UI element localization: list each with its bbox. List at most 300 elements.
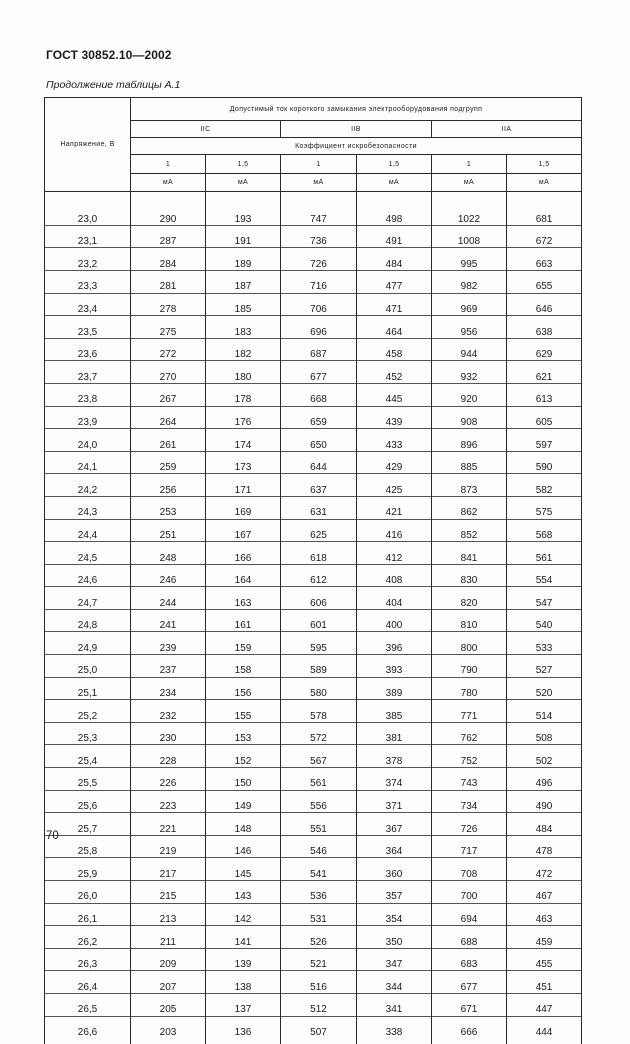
current-cell: 706 (281, 293, 357, 316)
current-cell: 149 (206, 790, 281, 813)
current-cell: 429 (357, 452, 432, 475)
current-cell: 223 (131, 790, 206, 813)
coefficient-value: 1 (281, 155, 357, 174)
current-cell: 606 (281, 587, 357, 610)
standard-title: ГОСТ 30852.10—2002 (46, 48, 172, 62)
current-cell: 290 (131, 203, 206, 226)
voltage-cell: 24,4 (45, 519, 131, 542)
table-row (45, 565, 582, 588)
current-cell: 232 (131, 700, 206, 723)
subgroup-header: IIC (131, 121, 281, 138)
current-cell: 484 (507, 813, 582, 836)
voltage-cell: 23,3 (45, 271, 131, 294)
table-row (45, 700, 582, 723)
voltage-cell: 23,9 (45, 406, 131, 429)
current-cell: 230 (131, 723, 206, 746)
current-cell: 180 (206, 361, 281, 384)
unit-label: мА (206, 174, 281, 192)
current-cell: 152 (206, 745, 281, 768)
unit-label: мА (507, 174, 582, 192)
current-cell: 217 (131, 858, 206, 881)
current-cell: 234 (131, 677, 206, 700)
current-cell: 156 (206, 677, 281, 700)
current-cell: 613 (507, 384, 582, 407)
current-cell: 211 (131, 926, 206, 949)
current-cell: 575 (507, 497, 582, 520)
current-cell: 638 (507, 316, 582, 339)
current-cell: 444 (507, 1016, 582, 1039)
current-cell: 561 (281, 768, 357, 791)
current-cell: 178 (206, 384, 281, 407)
voltage-cell: 23,5 (45, 316, 131, 339)
current-cell: 830 (432, 565, 507, 588)
current-cell: 694 (432, 903, 507, 926)
current-cell: 663 (507, 248, 582, 271)
voltage-cell: 24,6 (45, 565, 131, 588)
current-cell: 367 (357, 813, 432, 836)
table-row (45, 881, 582, 904)
current-cell: 477 (357, 271, 432, 294)
current-cell: 439 (357, 406, 432, 429)
voltage-cell: 26,2 (45, 926, 131, 949)
current-cell: 169 (206, 497, 281, 520)
voltage-cell: 25,3 (45, 723, 131, 746)
current-cell: 521 (281, 949, 357, 972)
current-cell: 185 (206, 293, 281, 316)
table-caption: Продолжение таблицы А.1 (46, 79, 180, 91)
current-cell: 270 (131, 361, 206, 384)
current-cell: 507 (281, 1016, 357, 1039)
current-cell: 421 (357, 497, 432, 520)
current-cell: 153 (206, 723, 281, 746)
table-row (45, 316, 582, 339)
table-row (45, 632, 582, 655)
current-cell: 161 (206, 610, 281, 633)
current-cell: 371 (357, 790, 432, 813)
current-cell: 580 (281, 677, 357, 700)
current-cell: 166 (206, 542, 281, 565)
current-cell: 459 (507, 926, 582, 949)
coefficient-value: 1,5 (206, 155, 281, 174)
current-cell: 554 (507, 565, 582, 588)
current-cell: 520 (507, 677, 582, 700)
table-row (45, 610, 582, 633)
current-cell: 629 (507, 339, 582, 362)
current-cell: 228 (131, 745, 206, 768)
table-row (45, 384, 582, 407)
current-cell: 146 (206, 836, 281, 859)
current-cell: 885 (432, 452, 507, 475)
current-cell: 726 (281, 248, 357, 271)
current-cell: 141 (206, 926, 281, 949)
voltage-cell: 23,4 (45, 293, 131, 316)
current-cell: 155 (206, 700, 281, 723)
current-cell: 621 (507, 361, 582, 384)
current-cell: 347 (357, 949, 432, 972)
table-row (45, 768, 582, 791)
table-row (45, 723, 582, 746)
current-cell: 338 (357, 1016, 432, 1039)
current-cell: 578 (281, 700, 357, 723)
current-cell: 451 (507, 971, 582, 994)
current-cell: 752 (432, 745, 507, 768)
subgroup-header: IIB (281, 121, 432, 138)
voltage-cell: 25,8 (45, 836, 131, 859)
voltage-cell: 25,5 (45, 768, 131, 791)
current-cell: 215 (131, 881, 206, 904)
voltage-cell: 25,9 (45, 858, 131, 881)
table-row (45, 949, 582, 972)
current-cell: 820 (432, 587, 507, 610)
current-cell: 944 (432, 339, 507, 362)
current-cell: 716 (281, 271, 357, 294)
current-cell: 502 (507, 745, 582, 768)
current-cell: 512 (281, 994, 357, 1017)
table-row (45, 339, 582, 362)
current-cell: 163 (206, 587, 281, 610)
current-cell: 139 (206, 949, 281, 972)
current-cell: 920 (432, 384, 507, 407)
table-row (45, 813, 582, 836)
current-cell: 969 (432, 293, 507, 316)
current-cell: 400 (357, 610, 432, 633)
table-row (45, 361, 582, 384)
unit-label: мА (131, 174, 206, 192)
current-cell: 221 (131, 813, 206, 836)
current-cell: 508 (507, 723, 582, 746)
current-cell: 187 (206, 271, 281, 294)
current-cell: 463 (507, 903, 582, 926)
voltage-cell: 26,0 (45, 881, 131, 904)
current-cell: 531 (281, 903, 357, 926)
current-cell: 259 (131, 452, 206, 475)
current-cell: 219 (131, 836, 206, 859)
current-cell: 747 (281, 203, 357, 226)
unit-label: мА (281, 174, 357, 192)
current-cell: 284 (131, 248, 206, 271)
current-cell: 567 (281, 745, 357, 768)
current-cell: 350 (357, 926, 432, 949)
current-cell: 275 (131, 316, 206, 339)
table-body (45, 192, 582, 1044)
voltage-cell: 23,0 (45, 203, 131, 226)
current-cell: 546 (281, 836, 357, 859)
coefficient-value: 1 (432, 155, 507, 174)
current-cell: 687 (281, 339, 357, 362)
voltage-cell: 23,8 (45, 384, 131, 407)
current-cell: 408 (357, 565, 432, 588)
current-cell: 416 (357, 519, 432, 542)
table-row (45, 587, 582, 610)
current-cell: 267 (131, 384, 206, 407)
current-cell: 790 (432, 655, 507, 678)
current-cell: 717 (432, 836, 507, 859)
current-cell: 862 (432, 497, 507, 520)
current-cell: 677 (281, 361, 357, 384)
current-cell: 264 (131, 406, 206, 429)
current-cell: 158 (206, 655, 281, 678)
current-cell: 471 (357, 293, 432, 316)
current-cell: 527 (507, 655, 582, 678)
current-cell: 281 (131, 271, 206, 294)
table-row (45, 497, 582, 520)
voltage-cell: 25,0 (45, 655, 131, 678)
current-cell: 193 (206, 203, 281, 226)
current-cell: 261 (131, 429, 206, 452)
current-cell: 389 (357, 677, 432, 700)
current-cell: 464 (357, 316, 432, 339)
current-cell: 932 (432, 361, 507, 384)
voltage-cell: 25,4 (45, 745, 131, 768)
current-cell: 241 (131, 610, 206, 633)
voltage-cell: 25,7 (45, 813, 131, 836)
voltage-cell: 23,2 (45, 248, 131, 271)
current-cell: 248 (131, 542, 206, 565)
current-cell: 213 (131, 903, 206, 926)
current-cell: 780 (432, 677, 507, 700)
current-cell: 393 (357, 655, 432, 678)
current-cell: 425 (357, 474, 432, 497)
voltage-cell: 24,9 (45, 632, 131, 655)
current-cell: 467 (507, 881, 582, 904)
current-cell: 344 (357, 971, 432, 994)
current-cell: 696 (281, 316, 357, 339)
current-cell: 364 (357, 836, 432, 859)
current-cell: 618 (281, 542, 357, 565)
current-cell: 568 (507, 519, 582, 542)
current-cell: 491 (357, 226, 432, 249)
current-cell: 625 (281, 519, 357, 542)
current-cell: 145 (206, 858, 281, 881)
current-cell: 404 (357, 587, 432, 610)
current-cell: 171 (206, 474, 281, 497)
current-table (44, 97, 582, 1044)
current-cell: 142 (206, 903, 281, 926)
current-cell: 1022 (432, 203, 507, 226)
current-cell: 452 (357, 361, 432, 384)
table-row (45, 248, 582, 271)
current-cell: 272 (131, 339, 206, 362)
current-cell: 668 (281, 384, 357, 407)
current-cell: 381 (357, 723, 432, 746)
voltage-cell: 24,0 (45, 429, 131, 452)
current-cell: 496 (507, 768, 582, 791)
current-cell: 239 (131, 632, 206, 655)
table-row (45, 836, 582, 859)
current-cell: 637 (281, 474, 357, 497)
table-row (45, 542, 582, 565)
current-cell: 708 (432, 858, 507, 881)
current-cell: 251 (131, 519, 206, 542)
current-cell: 595 (281, 632, 357, 655)
group-header: Допустимый ток короткого замыкания электрооборудования подгрупп (131, 98, 582, 121)
voltage-cell: 24,5 (45, 542, 131, 565)
voltage-cell: 25,2 (45, 700, 131, 723)
current-cell: 734 (432, 790, 507, 813)
current-cell: 237 (131, 655, 206, 678)
voltage-cell: 23,7 (45, 361, 131, 384)
current-cell: 445 (357, 384, 432, 407)
current-cell: 561 (507, 542, 582, 565)
current-cell: 631 (281, 497, 357, 520)
current-cell: 556 (281, 790, 357, 813)
current-cell: 385 (357, 700, 432, 723)
current-cell: 873 (432, 474, 507, 497)
current-cell: 205 (131, 994, 206, 1017)
current-cell: 209 (131, 949, 206, 972)
voltage-cell: 24,3 (45, 497, 131, 520)
current-cell: 540 (507, 610, 582, 633)
current-cell: 1008 (432, 226, 507, 249)
current-cell: 167 (206, 519, 281, 542)
current-cell: 810 (432, 610, 507, 633)
voltage-cell: 24,2 (45, 474, 131, 497)
current-cell: 412 (357, 542, 432, 565)
current-cell: 589 (281, 655, 357, 678)
voltage-cell: 26,1 (45, 903, 131, 926)
current-cell: 672 (507, 226, 582, 249)
current-cell: 150 (206, 768, 281, 791)
current-cell: 956 (432, 316, 507, 339)
current-cell: 726 (432, 813, 507, 836)
voltage-cell: 24,8 (45, 610, 131, 633)
current-cell: 455 (507, 949, 582, 972)
current-cell: 447 (507, 994, 582, 1017)
current-cell: 514 (507, 700, 582, 723)
current-cell: 159 (206, 632, 281, 655)
current-cell: 137 (206, 994, 281, 1017)
current-cell: 688 (432, 926, 507, 949)
current-cell: 341 (357, 994, 432, 1017)
current-cell: 287 (131, 226, 206, 249)
current-cell: 551 (281, 813, 357, 836)
voltage-cell: 24,7 (45, 587, 131, 610)
current-cell: 541 (281, 858, 357, 881)
voltage-cell: 26,3 (45, 949, 131, 972)
current-cell: 659 (281, 406, 357, 429)
table-row (45, 926, 582, 949)
current-cell: 246 (131, 565, 206, 588)
current-cell: 354 (357, 903, 432, 926)
voltage-cell: 23,6 (45, 339, 131, 362)
current-cell: 572 (281, 723, 357, 746)
voltage-cell: 26,5 (45, 994, 131, 1017)
current-cell: 612 (281, 565, 357, 588)
current-cell: 677 (432, 971, 507, 994)
coefficient-value: 1 (131, 155, 206, 174)
current-cell: 183 (206, 316, 281, 339)
current-cell: 203 (131, 1016, 206, 1039)
voltage-cell: 26,4 (45, 971, 131, 994)
table-row (45, 452, 582, 475)
current-cell: 683 (432, 949, 507, 972)
current-cell: 995 (432, 248, 507, 271)
coefficient-value: 1,5 (357, 155, 432, 174)
current-cell: 800 (432, 632, 507, 655)
current-cell: 605 (507, 406, 582, 429)
voltage-cell: 25,1 (45, 677, 131, 700)
table-row (45, 790, 582, 813)
current-cell: 700 (432, 881, 507, 904)
voltage-header: Напряжение, В (45, 98, 131, 192)
current-cell: 743 (432, 768, 507, 791)
current-cell: 433 (357, 429, 432, 452)
table-row (45, 745, 582, 768)
page-number: 70 (46, 830, 59, 842)
voltage-cell: 25,6 (45, 790, 131, 813)
current-cell: 490 (507, 790, 582, 813)
current-cell: 173 (206, 452, 281, 475)
current-cell: 852 (432, 519, 507, 542)
current-cell: 174 (206, 429, 281, 452)
current-cell: 176 (206, 406, 281, 429)
table-row (45, 293, 582, 316)
current-cell: 207 (131, 971, 206, 994)
table-row (45, 971, 582, 994)
current-cell: 256 (131, 474, 206, 497)
current-cell: 681 (507, 203, 582, 226)
current-cell: 841 (432, 542, 507, 565)
voltage-cell: 24,1 (45, 452, 131, 475)
current-cell: 736 (281, 226, 357, 249)
table-row (45, 406, 582, 429)
current-cell: 671 (432, 994, 507, 1017)
current-cell: 982 (432, 271, 507, 294)
current-cell: 478 (507, 836, 582, 859)
current-cell: 771 (432, 700, 507, 723)
current-cell: 472 (507, 858, 582, 881)
current-cell: 148 (206, 813, 281, 836)
current-cell: 644 (281, 452, 357, 475)
unit-label: мА (432, 174, 507, 192)
current-cell: 547 (507, 587, 582, 610)
current-cell: 516 (281, 971, 357, 994)
current-cell: 484 (357, 248, 432, 271)
current-cell: 526 (281, 926, 357, 949)
table-row (45, 655, 582, 678)
table-row (45, 858, 582, 881)
table-row (45, 519, 582, 542)
current-cell: 244 (131, 587, 206, 610)
current-cell: 357 (357, 881, 432, 904)
current-cell: 189 (206, 248, 281, 271)
current-cell: 138 (206, 971, 281, 994)
table-row (45, 677, 582, 700)
current-cell: 650 (281, 429, 357, 452)
table-row (45, 226, 582, 249)
current-cell: 582 (507, 474, 582, 497)
current-cell: 533 (507, 632, 582, 655)
table-row (45, 429, 582, 452)
current-cell: 908 (432, 406, 507, 429)
current-cell: 360 (357, 858, 432, 881)
current-cell: 762 (432, 723, 507, 746)
current-cell: 666 (432, 1016, 507, 1039)
voltage-cell: 23,1 (45, 226, 131, 249)
current-cell: 182 (206, 339, 281, 362)
table-row (45, 903, 582, 926)
current-cell: 458 (357, 339, 432, 362)
coefficient-header: Коэффициент искробезопасности (131, 138, 582, 155)
table-row (45, 474, 582, 497)
voltage-cell: 26,6 (45, 1016, 131, 1039)
current-cell: 143 (206, 881, 281, 904)
current-cell: 646 (507, 293, 582, 316)
current-cell: 136 (206, 1016, 281, 1039)
current-cell: 590 (507, 452, 582, 475)
current-cell: 191 (206, 226, 281, 249)
table-row (45, 1016, 582, 1039)
